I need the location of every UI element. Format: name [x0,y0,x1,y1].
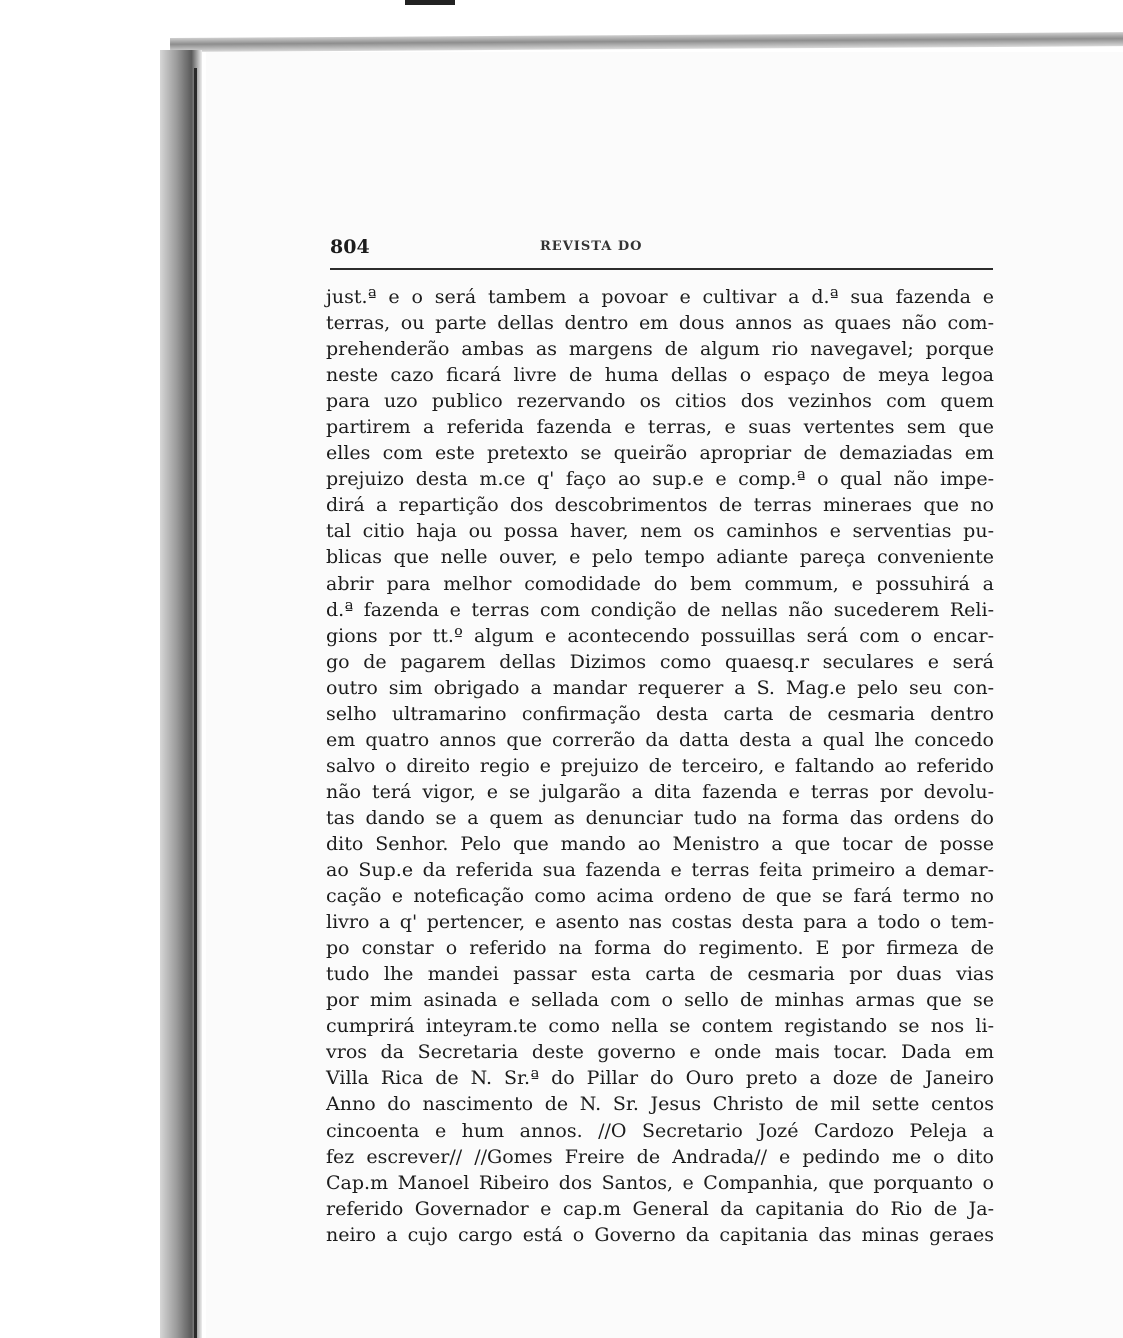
text-line: po constar o referido na forma do regimento. E por firmeza de [326,937,994,960]
text-line: partirem a referida fazenda e terras, e suas vertentes sem que [326,416,994,439]
text-line: livro a q' pertencer, e asento nas costas desta para a todo o tem- [326,911,994,934]
text-line: prejuizo desta m.ce q' faço ao sup.e e comp.ª o qual não impe- [326,468,994,491]
text-line: em quatro annos que correrão da datta desta a qual lhe concedo [326,728,994,751]
text-line: dito Senhor. Pelo que mando ao Menistro a que tocar de posse [326,832,994,855]
text-line: referido Governador e cap.m General da capitania do Rio de Ja- [326,1197,994,1220]
text-line: para uzo publico rezervando os citios dos vezinhos com quem [326,390,994,413]
body-text [326,284,994,1248]
text-line: selho ultramarino confirmação desta carta de cesmaria dentro [326,702,994,725]
text-line: abrir para melhor comodidade do bem commum, e possuhirá a [326,572,994,595]
text-line: elles com este pretexto se queirão apropriar de demaziadas em [326,442,994,465]
text-line: tal citio haja ou possa haver, nem os caminhos e serventias pu- [326,520,994,543]
text-line: go de pagarem dellas Dizimos como quaesq.r seculares e será [326,650,994,673]
page-number: 804 [330,236,370,258]
running-title: REVISTA DO [540,239,643,254]
text-line: prehenderão ambas as margens de algum rio navegavel; porque [326,338,994,361]
text-line: cumprirá inteyram.te como nella se contem registando se nos li- [326,1015,994,1038]
text-line: tas dando se a quem as denunciar tudo na forma das ordens do [326,806,994,829]
text-line: outro sim obrigado a mandar requerer a S. Mag.e pelo seu con- [326,676,994,699]
text-line: não terá vigor, e se julgarão a dita fazenda e terras por devolu- [326,780,994,803]
header-rule [330,268,993,270]
text-line: d.ª fazenda e terras com condição de nellas não sucederem Reli- [326,598,994,621]
page-header [330,236,992,266]
text-line: fez escrever// //Gomes Freire de Andrada// e pedindo me o dito [326,1145,994,1168]
scan-artifact-mark [405,0,455,5]
text-line: just.ª e o será tambem a povoar e cultivar a d.ª sua fazenda e [326,286,994,308]
page-edge-shadow-top [170,32,1123,52]
text-line: blicas que nelle ouver, e pelo tempo adiante pareça conveniente [326,546,994,569]
text-line: salvo o direito regio e prejuizo de terceiro, e faltando ao referido [326,754,994,777]
page-gutter-line [194,68,197,1338]
text-line: Anno do nascimento de N. Sr. Jesus Christo de mil sette centos [326,1093,994,1116]
text-line: neiro a cujo cargo está o Governo da capitania das minas geraes [326,1223,994,1246]
text-line: terras, ou parte dellas dentro em dous annos as quaes não com- [326,312,994,335]
text-line: vros da Secretaria deste governo e onde mais tocar. Dada em [326,1041,994,1064]
text-line: neste cazo ficará livre de huma dellas o espaço de meya legoa [326,364,994,387]
text-line: cincoenta e hum annos. //O Secretario Jozé Cardozo Peleja a [326,1119,994,1142]
text-line: tudo lhe mandei passar esta carta de cesmaria por duas vias [326,963,994,986]
text-line: ao Sup.e da referida sua fazenda e terras feita primeiro a demar- [326,859,994,882]
text-line: Cap.m Manoel Ribeiro dos Santos, e Companhia, que porquanto o [326,1171,994,1194]
text-line: gions por tt.º algum e acontecendo possuillas será com o encar- [326,624,994,647]
text-line: Villa Rica de N. Sr.ª do Pillar do Ouro preto a doze de Janeiro [326,1067,994,1090]
text-line: cação e noteficação como acima ordeno de que se fará termo no [326,885,994,908]
text-line: dirá a repartição dos descobrimentos de terras mineraes que no [326,494,994,517]
text-line: por mim asinada e sellada com o sello de minhas armas que se [326,989,994,1012]
